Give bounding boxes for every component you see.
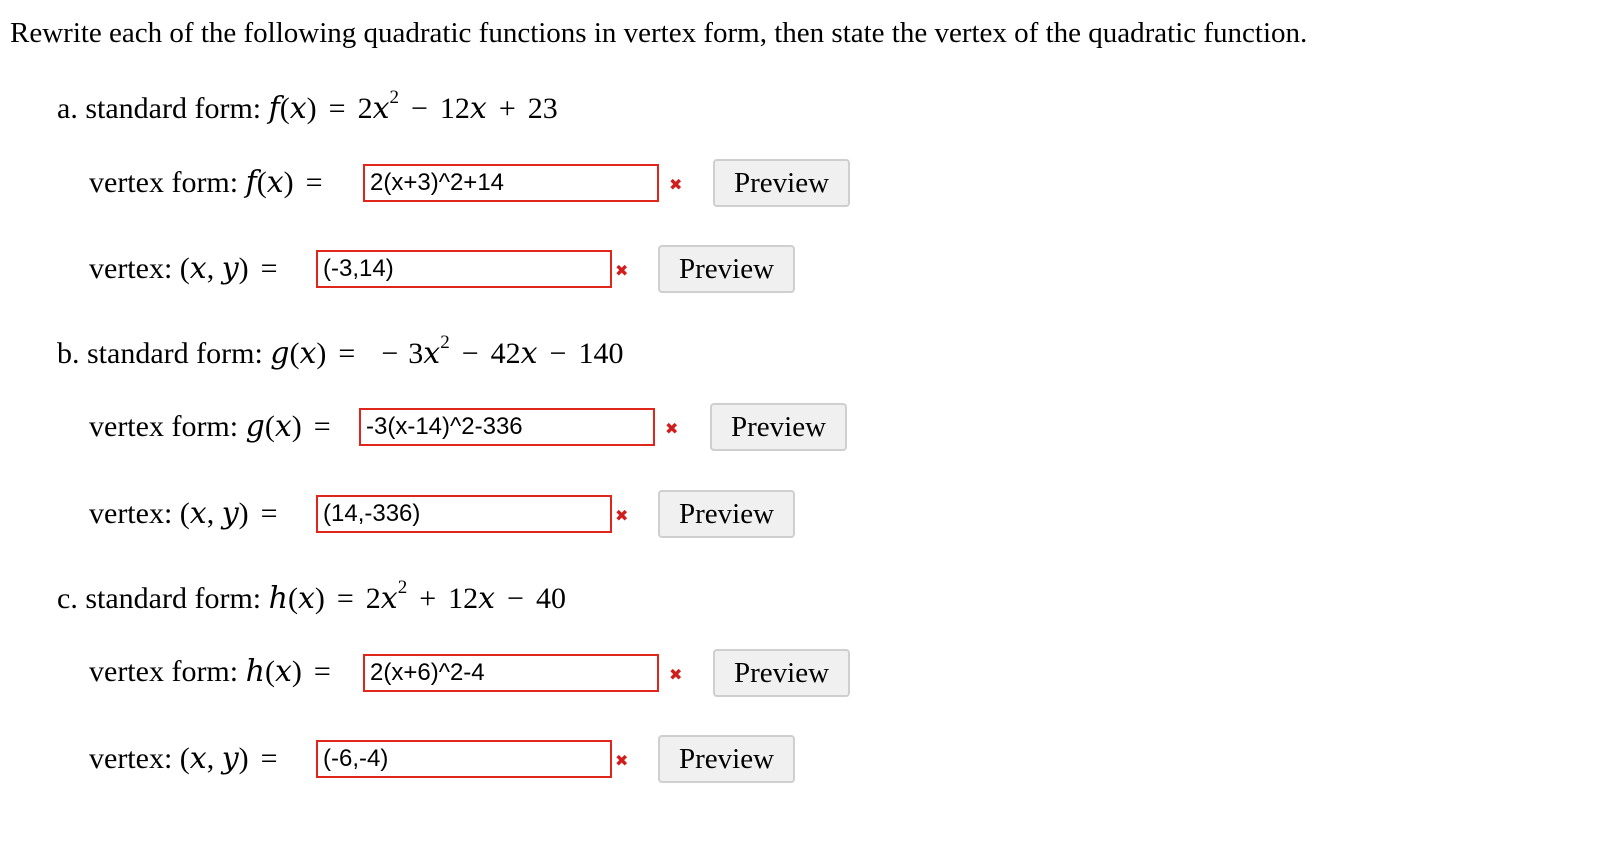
part-letter: a. — [57, 92, 78, 125]
standard-term-2: 12x — [448, 581, 496, 616]
instructions-text: Rewrite each of the following quadratic functions in vertex form, then state the vertex of the quadratic function. — [10, 17, 1308, 49]
part-b-vertex-input[interactable]: (14,-336) — [316, 495, 612, 533]
standard-term-1: 2x — [365, 581, 398, 616]
function-name: h(x) — [268, 581, 325, 616]
standard-form-label: standard form: — [85, 582, 262, 615]
incorrect-icon: ✖ — [615, 261, 629, 280]
part-a-vertex-input[interactable]: (-3,14) — [316, 250, 612, 288]
part-b-standard-form: b. standard form: g(x) = − $3x^2 - 42x - 140$ — [57, 332, 624, 371]
function-name: g(x) — [270, 336, 327, 371]
part-c-vertex-label: vertex: (x, y) = — [89, 741, 278, 776]
standard-term-2: 42x — [490, 336, 538, 371]
part-a-standard-form: a. standard form: $f(x) = 2x^2 - 12x + 23$ — [57, 87, 558, 126]
part-letter: b. — [57, 337, 80, 370]
incorrect-icon: ✖ — [665, 419, 679, 438]
part-b-vertex-form-label: vertex form: g(x) = — [89, 409, 331, 444]
part-c-standard-form: c. standard form: $h(x) = 2x^2 + 12x - 40$ — [57, 577, 566, 616]
incorrect-icon: ✖ — [669, 175, 683, 194]
standard-term-3: 140 — [578, 337, 624, 370]
part-c-vertex-preview-button[interactable]: Preview — [658, 735, 795, 783]
standard-term-1: 3x — [408, 336, 441, 371]
part-a-vertex-form-preview-button[interactable]: Preview — [713, 159, 850, 207]
incorrect-icon: ✖ — [615, 506, 629, 525]
function-name: f(x) — [268, 91, 317, 126]
part-b-vertex-form-input[interactable]: -3(x-14)^2-336 — [359, 408, 655, 446]
part-c-vertex-form-preview-button[interactable]: Preview — [713, 649, 850, 697]
part-c-vertex-input[interactable]: (-6,-4) — [316, 740, 612, 778]
standard-term-2: 12x — [439, 91, 487, 126]
part-letter: c. — [57, 582, 78, 615]
part-c-vertex-form-input[interactable]: 2(x+6)^2-4 — [363, 654, 659, 692]
part-a-vertex-preview-button[interactable]: Preview — [658, 245, 795, 293]
incorrect-icon: ✖ — [615, 751, 629, 770]
standard-term-3: 40 — [535, 582, 566, 615]
standard-form-label: standard form: — [87, 337, 263, 370]
part-c-vertex-form-label: vertex form: h(x) = — [89, 654, 331, 689]
standard-term-3: 23 — [527, 92, 558, 125]
standard-form-label: standard form: — [85, 92, 262, 125]
part-b-vertex-label: vertex: (x, y) = — [89, 496, 278, 531]
part-b-vertex-form-preview-button[interactable]: Preview — [710, 403, 847, 451]
part-a-vertex-form-label: vertex form: f(x) = — [89, 165, 323, 200]
part-a-vertex-form-input[interactable]: 2(x+3)^2+14 — [363, 164, 659, 202]
incorrect-icon: ✖ — [669, 665, 683, 684]
standard-term-1: 2x — [357, 91, 390, 126]
part-a-vertex-label: vertex: (x, y) = — [89, 251, 278, 286]
part-b-vertex-preview-button[interactable]: Preview — [658, 490, 795, 538]
